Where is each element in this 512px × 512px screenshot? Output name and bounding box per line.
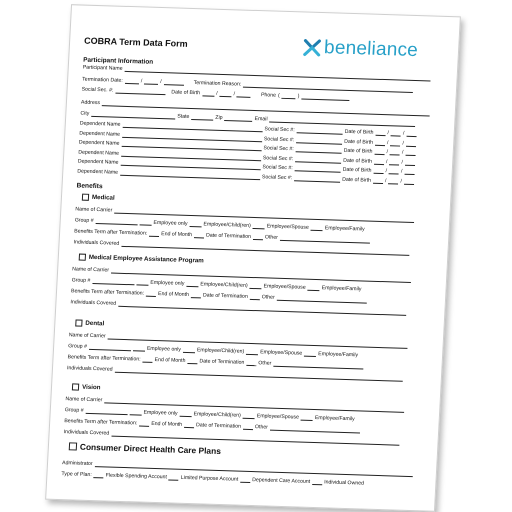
- employee-family-label: Employee/Family: [318, 351, 359, 359]
- plan-type-label: Type of Plan:: [61, 471, 92, 479]
- ssn-row: Social Sec. #: Date of Birth / / Phone ( ): [81, 86, 349, 101]
- other-field[interactable]: [280, 234, 370, 244]
- other-blank[interactable]: [246, 359, 256, 366]
- dependent-dob-day-field[interactable]: [389, 158, 399, 165]
- dependent-row: Dependent Name Social Sec #: Date of Birth / /: [78, 158, 415, 176]
- date-of-termination-label: Date of Termination: [195, 422, 242, 430]
- end-of-month-blank[interactable]: [146, 290, 156, 297]
- date-of-termination-blank[interactable]: [184, 421, 194, 428]
- dependent-dob-month-field[interactable]: [375, 129, 385, 136]
- dca-blank[interactable]: [240, 476, 250, 483]
- dependent-name-label: Dependent Name: [77, 168, 119, 176]
- employee-spouse-blank[interactable]: [253, 222, 265, 229]
- employee-spouse-label: Employee/Spouse: [263, 283, 306, 291]
- state-label: State: [177, 113, 190, 120]
- dependent-name-label: Dependent Name: [79, 120, 121, 128]
- end-of-month-label: End of Month: [157, 291, 190, 299]
- other-field[interactable]: [273, 360, 363, 370]
- dependent-dob-day-field[interactable]: [390, 148, 400, 155]
- cdhp-heading: [69, 441, 221, 456]
- employee-children-blank[interactable]: [189, 220, 201, 227]
- dependent-dob-day-field[interactable]: [391, 129, 401, 136]
- vision-checkbox[interactable]: [72, 383, 79, 390]
- eap-heading: [79, 254, 204, 265]
- end-of-month-blank[interactable]: [139, 420, 149, 427]
- email-label: Email: [254, 115, 268, 123]
- employee-children-label: Employee/Child(ren): [196, 347, 245, 355]
- participant-name-label: Participant Name: [82, 64, 123, 72]
- dependent-name-label: Dependent Name: [78, 139, 120, 147]
- termination-year-field[interactable]: [164, 78, 184, 86]
- other-blank[interactable]: [250, 293, 260, 300]
- dependent-dob-year-field[interactable]: [405, 149, 415, 156]
- employee-family-label: Employee/Family: [321, 285, 362, 293]
- zip-field[interactable]: [224, 114, 252, 122]
- employee-only-blank[interactable]: [129, 408, 141, 415]
- participant-heading: Participant Information: [82, 56, 154, 66]
- dependent-row: Dependent Name Social Sec #: Date of Birth / /: [79, 139, 416, 157]
- employee-family-blank[interactable]: [308, 284, 320, 291]
- termination-row: Termination Date: / / Termination Reason:: [82, 76, 413, 93]
- group-field[interactable]: [85, 407, 127, 415]
- dependent-ssn-field[interactable]: [295, 165, 341, 173]
- term-label: Benefits Term after Termination:: [67, 354, 141, 363]
- dependent-ssn-label: Social Sec #:: [263, 145, 294, 153]
- phone-number-field[interactable]: [301, 92, 349, 100]
- dob-year-field[interactable]: [237, 90, 251, 97]
- ssn-label: Social Sec. #:: [81, 86, 114, 94]
- term-label: Benefits Term after Termination:: [70, 288, 145, 297]
- employee-spouse-blank[interactable]: [243, 412, 255, 419]
- dependent-dob-month-field[interactable]: [374, 158, 384, 165]
- dependent-ssn-label: Social Sec #:: [261, 174, 293, 182]
- cobra-form-sheet: [45, 4, 461, 512]
- dependent-dob-day-field[interactable]: [390, 139, 400, 146]
- employee-family-blank[interactable]: [311, 224, 323, 231]
- end-of-month-blank[interactable]: [149, 230, 159, 237]
- medical-heading-text: Medical: [91, 193, 115, 202]
- term-label: Benefits Term after Termination:: [64, 418, 138, 427]
- dependent-dob-label: Date of Birth: [343, 147, 373, 155]
- dependent-dob-day-field[interactable]: [389, 168, 399, 175]
- dependent-ssn-label: Social Sec #:: [263, 135, 295, 143]
- individuals-covered-label: Individuals Covered: [70, 299, 117, 307]
- termination-date-label: Termination Date:: [81, 76, 123, 84]
- employee-spouse-blank[interactable]: [249, 282, 261, 289]
- medical-heading: [82, 194, 115, 202]
- employee-only-label: Employee only: [150, 279, 185, 287]
- date-of-termination-label: Date of Termination: [205, 232, 252, 240]
- employee-family-blank[interactable]: [301, 414, 313, 421]
- dependent-ssn-label: Social Sec #:: [264, 126, 295, 134]
- termination-month-field[interactable]: [125, 77, 139, 84]
- individuals-covered-label: Individuals Covered: [66, 365, 113, 373]
- group-label: Group #: [68, 343, 88, 350]
- city-field[interactable]: [91, 110, 175, 120]
- logo-text: beneliance: [323, 37, 419, 62]
- dependent-dob-year-field[interactable]: [404, 168, 414, 175]
- dependent-dob-month-field[interactable]: [373, 167, 383, 174]
- administrator-label: Administrator: [61, 460, 93, 468]
- employee-only-label: Employee only: [143, 409, 178, 417]
- eap-heading-text: Medical Employee Assistance Program: [88, 253, 204, 265]
- other-blank[interactable]: [253, 233, 263, 240]
- end-of-month-blank[interactable]: [142, 356, 152, 363]
- individuals-covered-label: Individuals Covered: [63, 429, 110, 437]
- cdhp-checkbox[interactable]: [69, 442, 77, 450]
- group-field[interactable]: [89, 343, 131, 351]
- employee-family-label: Employee/Family: [324, 225, 365, 233]
- employee-spouse-label: Employee/Spouse: [256, 413, 300, 421]
- date-of-termination-blank[interactable]: [194, 231, 204, 238]
- date-of-termination-blank[interactable]: [191, 291, 201, 298]
- individuals-covered-label: Individuals Covered: [73, 239, 120, 247]
- dependent-dob-day-field[interactable]: [388, 177, 398, 184]
- dependent-dob-label: Date of Birth: [341, 176, 372, 184]
- dca-label: Dependent Care Account: [252, 477, 311, 485]
- dental-heading-text: Dental: [85, 319, 105, 328]
- carrier-label: Name of Carrier: [75, 206, 113, 214]
- dependent-dob-label: Date of Birth: [344, 128, 374, 136]
- employee-children-label: Employee/Child(ren): [200, 281, 248, 289]
- dob-day-field[interactable]: [219, 90, 231, 97]
- ssn-field[interactable]: [115, 87, 165, 96]
- dependent-ssn-field[interactable]: [296, 136, 342, 144]
- date-of-termination-label: Date of Termination: [202, 292, 248, 300]
- form-title: COBRA Term Data Form: [83, 35, 188, 49]
- dependent-row: Dependent Name Social Sec #: Date of Birth / /: [77, 167, 414, 185]
- dob-label: Date of Birth: [171, 89, 201, 97]
- end-of-month-label: End of Month: [154, 356, 186, 364]
- other-field[interactable]: [270, 424, 360, 434]
- zip-label: Zip: [215, 114, 223, 121]
- dependent-ssn-field[interactable]: [297, 126, 343, 134]
- dental-heading: [75, 319, 104, 327]
- dependent-ssn-label: Social Sec #:: [262, 164, 293, 172]
- eap-checkbox[interactable]: [79, 254, 86, 261]
- employee-spouse-label: Employee/Spouse: [266, 223, 309, 231]
- employee-only-label: Employee only: [146, 345, 182, 353]
- dependent-dob-label: Date of Birth: [342, 167, 372, 175]
- employee-only-blank[interactable]: [136, 278, 148, 285]
- employee-children-blank[interactable]: [179, 410, 191, 417]
- other-blank[interactable]: [243, 423, 253, 430]
- carrier-label: Name of Carrier: [72, 266, 110, 274]
- employee-only-blank[interactable]: [133, 344, 145, 351]
- vision-heading: [72, 383, 101, 391]
- end-of-month-label: End of Month: [151, 420, 183, 428]
- dental-checkbox[interactable]: [75, 319, 82, 326]
- dependent-dob-year-field[interactable]: [406, 139, 416, 146]
- individual-owned-blank[interactable]: [312, 478, 322, 485]
- dob-month-field[interactable]: [202, 89, 214, 96]
- phone-area-field[interactable]: [282, 92, 296, 99]
- dependent-name-label: Dependent Name: [77, 158, 119, 167]
- dependent-ssn-field[interactable]: [296, 145, 342, 153]
- employee-children-label: Employee/Child(ren): [203, 221, 251, 229]
- dependent-row: Dependent Name Social Sec #: Date of Birth / /: [79, 129, 416, 147]
- dependent-dob-year-field[interactable]: [406, 130, 416, 137]
- end-of-month-label: End of Month: [161, 231, 193, 239]
- other-field[interactable]: [277, 294, 367, 304]
- lpa-label: Limited Purpose Account: [180, 474, 239, 483]
- employee-only-blank[interactable]: [139, 218, 151, 225]
- carrier-label: Name of Carrier: [65, 396, 103, 404]
- dependent-ssn-field[interactable]: [295, 155, 341, 163]
- other-label: Other: [264, 234, 279, 241]
- dependent-dob-month-field[interactable]: [375, 138, 385, 145]
- date-of-termination-label: Date of Termination: [199, 358, 245, 366]
- other-label: Other: [254, 424, 269, 431]
- employee-children-blank[interactable]: [183, 346, 195, 353]
- dependent-name-label: Dependent Name: [79, 130, 121, 138]
- dependent-dob-year-field[interactable]: [404, 178, 414, 185]
- benefits-heading: Benefits: [76, 182, 103, 191]
- employee-spouse-label: Employee/Spouse: [259, 349, 303, 357]
- date-of-termination-blank[interactable]: [187, 357, 197, 364]
- dependent-row: Dependent Name Social Sec #: Date of Birth / /: [80, 119, 417, 137]
- employee-family-blank[interactable]: [304, 350, 316, 357]
- dependent-dob-label: Date of Birth: [344, 138, 374, 146]
- cdhp-heading-text: Consumer Direct Health Care Plans: [79, 441, 222, 457]
- fsa-label: Flexible Spending Account: [105, 472, 167, 481]
- group-field[interactable]: [92, 277, 134, 285]
- dependent-dob-month-field[interactable]: [374, 148, 384, 155]
- dependent-dob-year-field[interactable]: [405, 159, 415, 166]
- group-label: Group #: [74, 217, 94, 224]
- logo-x-mark-icon: [302, 37, 323, 58]
- termination-day-field[interactable]: [144, 78, 158, 85]
- medical-checkbox[interactable]: [82, 194, 89, 201]
- employee-children-blank[interactable]: [186, 280, 198, 287]
- address-label: Address: [80, 99, 101, 107]
- lpa-blank[interactable]: [169, 473, 179, 480]
- fsa-blank[interactable]: [94, 471, 104, 478]
- termination-reason-label: Termination Reason:: [193, 80, 242, 88]
- beneliance-logo: [302, 36, 419, 62]
- dependent-name-field[interactable]: [120, 169, 260, 180]
- employee-only-label: Employee only: [153, 219, 188, 227]
- carrier-label: Name of Carrier: [68, 332, 106, 340]
- city-label: City: [80, 110, 90, 117]
- dependent-ssn-field[interactable]: [294, 174, 340, 182]
- dependent-row: Dependent Name Social Sec #: Date of Birth / /: [78, 148, 415, 166]
- vision-heading-text: Vision: [81, 383, 101, 392]
- dependent-dob-label: Date of Birth: [342, 157, 373, 165]
- dependent-name-label: Dependent Name: [78, 149, 120, 157]
- individual-owned-label: Individual Owned: [323, 479, 365, 487]
- dependent-ssn-label: Social Sec #:: [262, 155, 294, 163]
- employee-children-label: Employee/Child(ren): [193, 411, 241, 419]
- other-label: Other: [261, 294, 275, 301]
- phone-label: Phone: [260, 92, 277, 99]
- term-label: Benefits Term after Termination:: [74, 228, 148, 237]
- employee-family-label: Employee/Family: [314, 415, 355, 423]
- dependent-dob-month-field[interactable]: [373, 177, 383, 184]
- group-label: Group #: [64, 407, 84, 414]
- group-field[interactable]: [95, 217, 137, 225]
- state-field[interactable]: [191, 113, 213, 121]
- employee-spouse-blank[interactable]: [246, 348, 258, 355]
- group-label: Group #: [71, 277, 91, 284]
- other-label: Other: [258, 360, 272, 367]
